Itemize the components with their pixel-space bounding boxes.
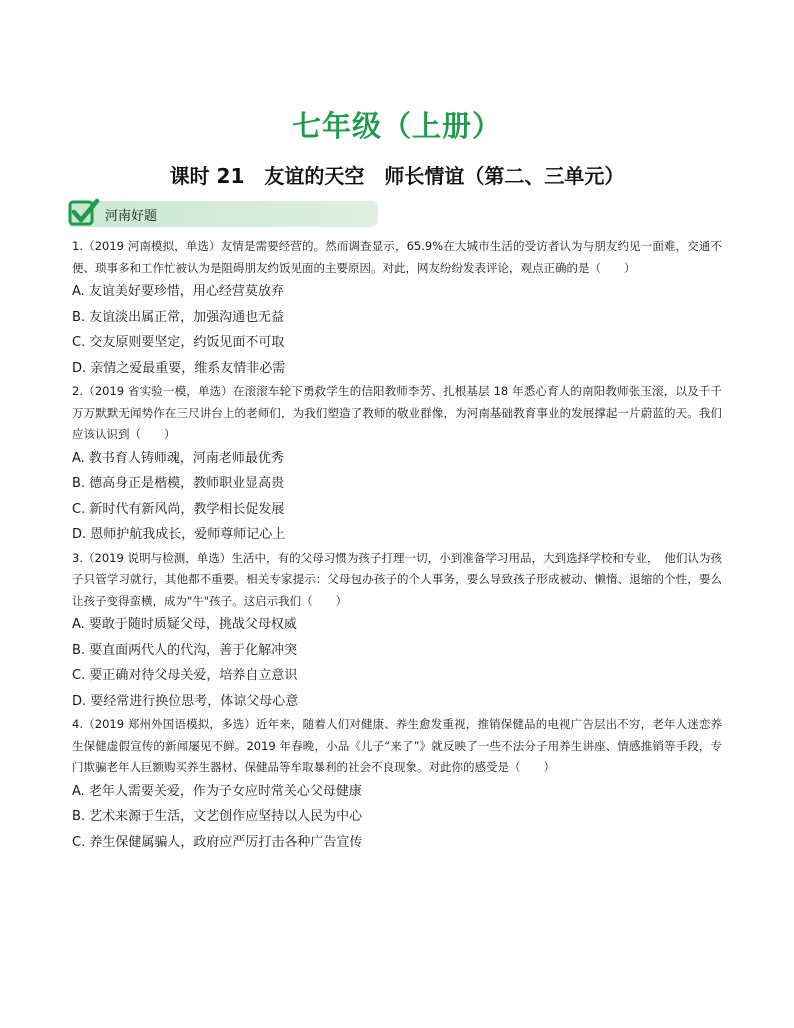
question-3	[72, 548, 722, 715]
option-a: A. 要敢于随时质疑父母，挑战父母权威	[72, 617, 297, 632]
option-a: A. 友谊美好要珍惜，用心经营莫放弃	[72, 284, 284, 299]
option-a: A. 教书育人铸师魂，河南老师最优秀	[72, 450, 284, 466]
question-stem: 2.（2019 省实验一模，单选）在滚滚车轮下勇救学生的信阳教师李芳、扎根基层 18 年悉心育人的南阳教师张玉滚，以及千千万万默默无闻势作在三尺讲台上的老师们，为我们塑造了教师的敬业群像，为河南基础教育事业的发展撑起一片蔚蓝的天。我们应该认识到（ ）	[72, 384, 722, 441]
check-icon	[66, 196, 100, 230]
option-c: C. 要正确对待父母关爱，培养自立意识	[72, 668, 298, 683]
question-stem: 1.（2019 河南模拟，单选）友情是需要经营的。然而调查显示，65.9%在大城市生活的受访者认为与朋友约见一面难，交通不便、琐事多和工作忙被认为是阻碍朋友约饭见面的主要原因。对此，网友纷纷发表评论，观点正确的是（ ）	[72, 239, 722, 275]
option-d: D. 亲情之爱最重要，维系友情非必需	[72, 360, 286, 376]
question-1	[72, 236, 722, 381]
option-b: B. 要直面两代人的代沟，善于化解冲突	[72, 642, 298, 658]
option-a: A. 老年人需要关爱，作为子女应时常关心父母健康	[72, 783, 362, 799]
option-c: C. 新时代有新风尚，教学相长促发展	[72, 501, 285, 517]
question-stem: 3.（2019 说明与检测，单选）生活中，有的父母习惯为孩子打理一切，小到准备学习用品，大到选择学校和专业， 他们认为孩子只管学习就行，其他都不重要。相关专家提示：父母包办孩子的个人事务，要么导致孩子形成被动、懒惰、退缩的个性，要么让孩子变得蛮横，成为"牛"孩子。这启示我们（ ）	[72, 550, 722, 608]
question-stem: 4.（2019 郑州外国语模拟，多选）近年来，随着人们对健康、养生愈发重视，推销保健品的电视广告层出不穷，老年人迷恋养生保健虚假宣传的新闻屡见不鲜。2019 年春晚，小品《儿子“来了”》就反映了一些不法分子用养生讲座、情感推销等手段，专门欺骗老年人巨额购买养生器材、保健品等牟取暴利的社会不良现象。对此你的感受是（ ）	[72, 717, 722, 774]
section-label: 河南好题	[105, 209, 158, 224]
page-title: 七年级（上册）	[291, 109, 502, 143]
option-c: C. 养生保健属骗人，政府应严厉打击各种广告宣传	[72, 834, 363, 850]
question-4	[72, 714, 722, 855]
question-list	[72, 236, 722, 855]
question-2	[72, 381, 722, 548]
option-d: D. 恩师护航我成长，爱师尊师记心上	[72, 527, 286, 542]
option-b: B. 友谊淡出属正常，加强沟通也无益	[72, 309, 285, 325]
option-d: D. 要经常进行换位思考，体谅父母心意	[72, 693, 299, 709]
option-b: B. 艺术来源于生活，文艺创作应坚持以人民为中心	[72, 809, 363, 824]
option-b: B. 德高身正是楷模，教师职业显高贵	[72, 476, 285, 491]
option-c: C. 交友原则要坚定，约饭见面不可取	[72, 335, 285, 350]
page-subtitle: 课时 21 友谊的天空 师长情谊（第二、三单元）	[169, 164, 625, 188]
